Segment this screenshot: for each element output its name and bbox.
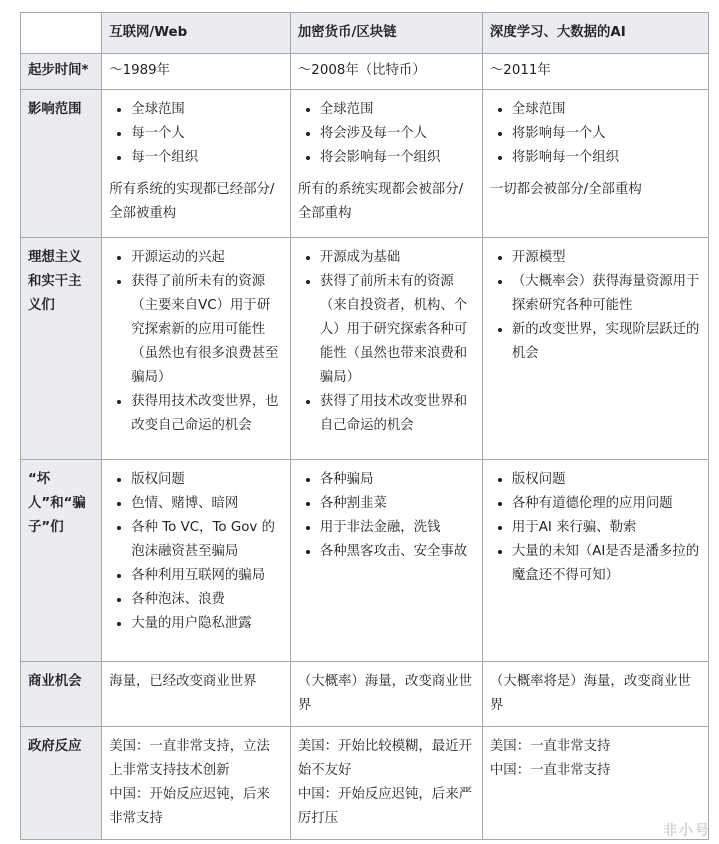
cell-idealists-ai <box>482 238 708 460</box>
cell-start-crypto: ～2008年（比特币） <box>290 54 482 90</box>
row-header-government: 政府反应 <box>21 727 102 840</box>
watermark-logo: 非小号 <box>663 823 711 839</box>
list-item: • 每一个组织 <box>131 146 283 170</box>
list-item: • 每一个人 <box>131 122 283 146</box>
list-item: • 开源运动的兴起 <box>131 246 283 270</box>
list-item: • 获得用技术改变世界，也改变自己命运的机会 <box>131 390 283 438</box>
cell-bad-web <box>102 460 291 662</box>
row-business <box>21 662 709 727</box>
list-item: • 全球范围 <box>131 98 283 122</box>
row-start-time <box>21 54 709 90</box>
government-us-text: 美国：一直非常支持，立法上非常支持技术创新 <box>109 739 270 778</box>
list-item: • 大量的用户隐私泄露 <box>131 612 283 636</box>
cell-scope-crypto <box>290 90 482 238</box>
government-cn-text: 中国：开始反应迟钝，后来严厉打压 <box>297 787 472 826</box>
list-item: • 开源模型 <box>512 246 701 270</box>
row-idealists <box>21 238 709 460</box>
bullet-list <box>298 246 475 438</box>
list-item: • 各种 To VC，To Gov 的泡沫融资甚至骗局 <box>131 516 283 564</box>
row-header-idealists: 理想主义和实干主义们 <box>21 238 102 460</box>
list-item: • 获得了用技术改变世界和自己命运的机会 <box>320 390 475 438</box>
bullet-list <box>109 246 283 438</box>
list-item: • 版权问题 <box>131 468 283 492</box>
column-header-ai: 深度学习、大数据的AI <box>482 13 708 54</box>
list-item: • 各种有道德伦理的应用问题 <box>512 492 701 516</box>
bullet-list <box>490 468 701 588</box>
list-item: • 各种黑客攻击、安全事故 <box>320 540 475 564</box>
row-header-start-time: 起步时间* <box>21 54 102 90</box>
bullet-list <box>298 98 475 170</box>
list-item: • 各种利用互联网的骗局 <box>131 564 283 588</box>
cell-bad-crypto <box>290 460 482 662</box>
list-item: • 各种泡沫、浪费 <box>131 588 283 612</box>
cell-note: 所有的系统实现都会被部分/全部重构 <box>297 182 464 221</box>
bullet-list <box>109 98 283 170</box>
list-item: • 将影响每一个组织 <box>512 146 701 170</box>
cell-business-web: 海量，已经改变商业世界 <box>102 662 291 727</box>
list-item: • 各种骗局 <box>320 468 475 492</box>
cell-note: 所有系统的实现都已经部分/全部被重构 <box>109 182 275 221</box>
cell-business-crypto: （大概率）海量，改变商业世界 <box>290 662 482 727</box>
cell-idealists-web <box>102 238 291 460</box>
bullet-list <box>298 468 475 564</box>
cell-government-web <box>102 727 291 840</box>
row-scope <box>21 90 709 238</box>
list-item: • 获得了前所未有的资源（主要来自VC）用于研究探索新的应用可能性（虽然也有很多浪费甚至骗局） <box>131 270 283 390</box>
row-header-bad-actors: “坏人”和“骗子”们 <box>21 460 102 662</box>
cell-business-ai: （大概率将是）海量，改变商业世界 <box>482 662 708 727</box>
government-cn-text: 中国：一直非常支持 <box>489 763 611 778</box>
cell-idealists-crypto <box>290 238 482 460</box>
list-item: • 新的改变世界，实现阶层跃迁的机会 <box>512 318 701 366</box>
row-bad-actors <box>21 460 709 662</box>
comparison-table <box>20 12 709 840</box>
government-us-text: 美国：一直非常支持 <box>489 739 611 754</box>
list-item: • 大量的未知（AI是否是潘多拉的魔盒还不得可知） <box>512 540 701 588</box>
header-row <box>21 13 709 54</box>
list-item: • 将会涉及每一个人 <box>320 122 475 146</box>
bullet-list <box>109 468 283 636</box>
cell-bad-ai <box>482 460 708 662</box>
row-government <box>21 727 709 840</box>
column-header-crypto: 加密货币/区块链 <box>290 13 482 54</box>
list-item: • 色情、赌博、暗网 <box>131 492 283 516</box>
cell-start-ai: ～2011年 <box>482 54 708 90</box>
bullet-list <box>490 98 701 170</box>
list-item: • 全球范围 <box>512 98 701 122</box>
corner-cell <box>21 13 102 54</box>
row-header-scope: 影响范围 <box>21 90 102 238</box>
bullet-list <box>490 246 701 366</box>
list-item: • 全球范围 <box>320 98 475 122</box>
cell-government-crypto <box>290 727 482 840</box>
list-item: • 获得了前所未有的资源（来自投资者，机构、个人）用于研究探索各种可能性（虽然也带来浪费和骗局） <box>320 270 475 390</box>
list-item: • 用于非法金融，洗钱 <box>320 516 475 540</box>
government-us-text: 美国：开始比较模糊，最近开始不友好 <box>297 739 472 778</box>
list-item: • （大概率会）获得海量资源用于探索研究各种可能性 <box>512 270 701 318</box>
cell-start-web: ～1989年 <box>102 54 291 90</box>
row-header-business: 商业机会 <box>21 662 102 727</box>
column-header-web: 互联网/Web <box>102 13 291 54</box>
list-item: • 将会影响每一个组织 <box>320 146 475 170</box>
government-cn-text: 中国：开始反应迟钝，后来非常支持 <box>109 787 270 826</box>
cell-scope-web <box>102 90 291 238</box>
cell-scope-ai <box>482 90 708 238</box>
cell-note: 一切都会被部分/全部重构 <box>489 182 642 197</box>
list-item: • 用于AI 来行骗、勒索 <box>512 516 701 540</box>
list-item: • 将影响每一个人 <box>512 122 701 146</box>
list-item: • 版权问题 <box>512 468 701 492</box>
list-item: • 各种割韭菜 <box>320 492 475 516</box>
list-item: • 开源成为基础 <box>320 246 475 270</box>
